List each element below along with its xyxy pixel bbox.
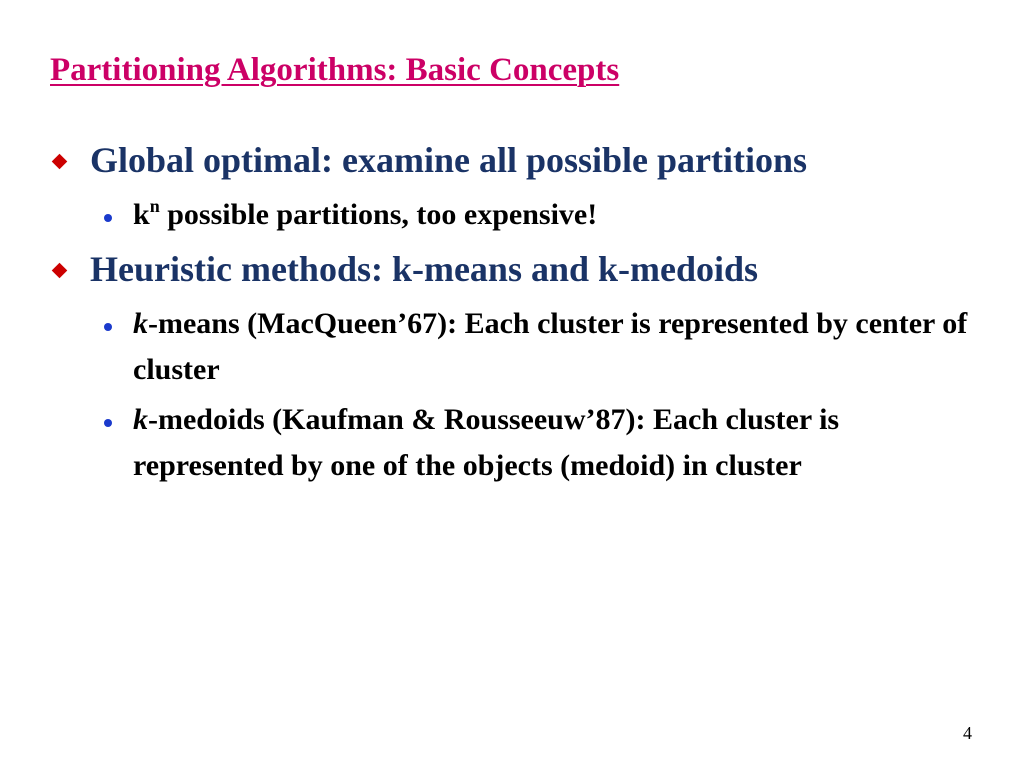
diamond-bullet-icon: [52, 154, 68, 170]
slide-content: [50, 137, 990, 489]
bullet-global-optimal: [50, 137, 990, 183]
bullet-text: Global optimal: examine all possible partitions: [90, 140, 808, 180]
italic-k: k: [133, 307, 148, 340]
dot-bullet-icon: [104, 419, 112, 427]
sub-bullet-k-medoids: [133, 397, 990, 489]
slide-number: 4: [963, 723, 972, 743]
sub-bullet-text: possible partitions, too expensive!: [159, 198, 598, 231]
sub-bullet-base: k: [133, 198, 150, 231]
superscript-n: n: [149, 196, 160, 216]
sub-bullet-kn-partitions: [133, 192, 990, 238]
dot-bullet-icon: [104, 323, 112, 331]
diamond-bullet-icon: [52, 263, 68, 279]
sub-bullet-text: -medoids (Kaufman & Rousseeuw’87): Each cluster is represented by one of the objects (medoid) in cluster: [133, 403, 840, 482]
sub-bullet-k-means: [133, 301, 990, 393]
bullet-text: Heuristic methods: k-means and k-medoids: [90, 249, 759, 289]
italic-k: k: [133, 403, 148, 436]
dot-bullet-icon: [104, 214, 112, 222]
slide-title: Partitioning Algorithms: Basic Concepts: [50, 52, 620, 88]
bullet-heuristic-methods: [50, 246, 990, 292]
sub-bullet-text: -means (MacQueen’67): Each cluster is represented by center of cluster: [133, 307, 968, 386]
